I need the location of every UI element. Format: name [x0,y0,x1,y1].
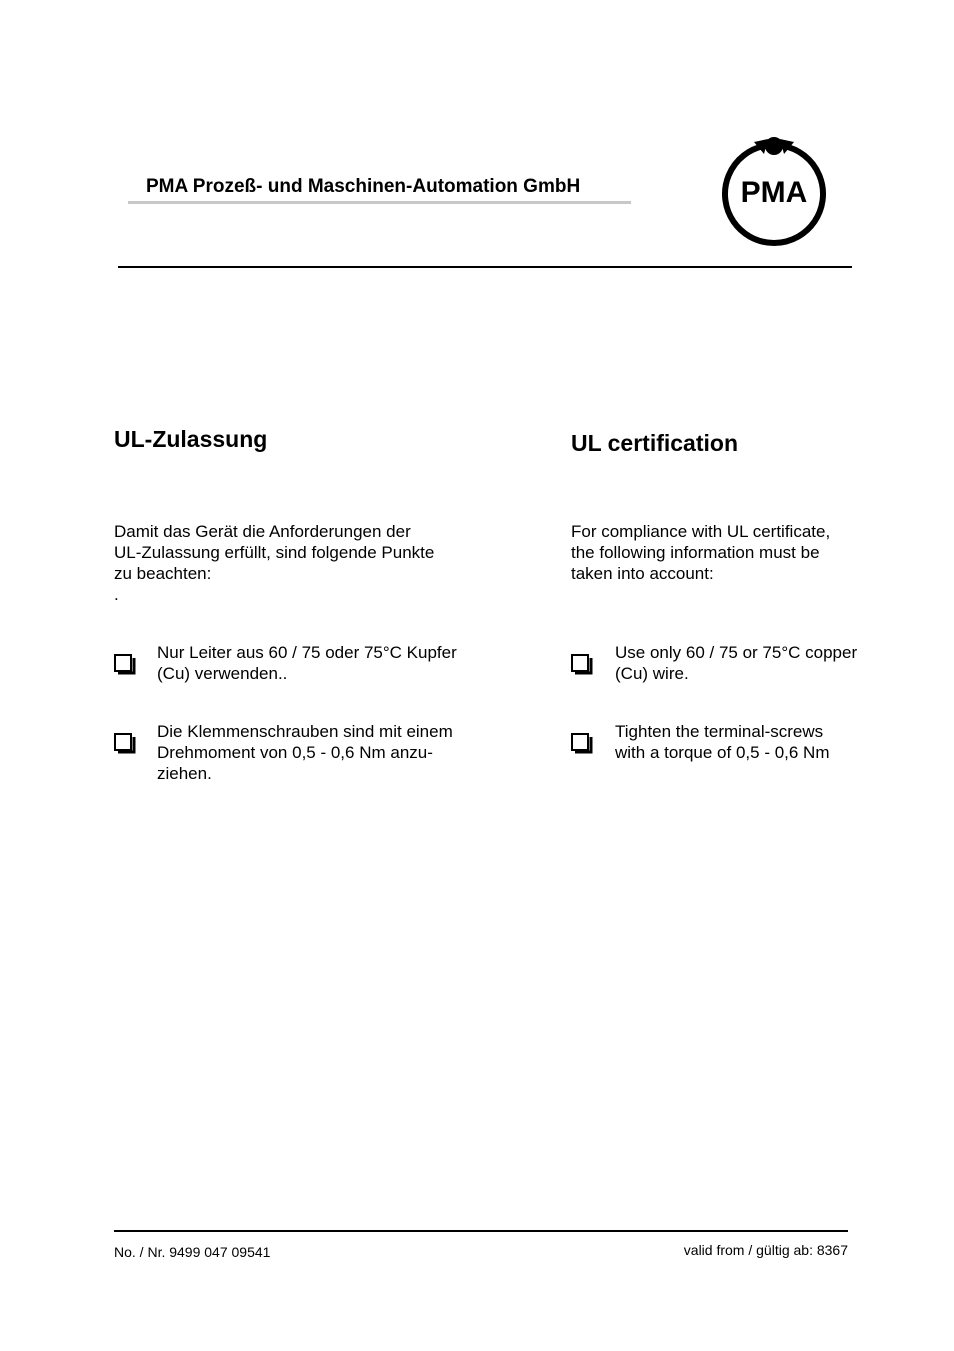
checkbox-icon [114,654,136,676]
valid-from-date: valid from / gültig ab: 8367 [683,1242,848,1258]
company-name: PMA Prozeß- und Maschinen-Automation GmbH [146,176,581,197]
heading-ul-zulassung: UL-Zulassung [114,426,268,452]
document-number: No. / Nr. 9499 047 09541 [114,1244,271,1260]
intro-text-english: For compliance with UL certificate, the following information must be taken into account: [571,522,831,583]
company-name-underline [128,201,631,204]
header-divider [118,266,852,268]
heading-ul-certification: UL certification [571,430,738,456]
intro-text-german: Damit das Gerät die Anforderungen der UL-Zulassung erfüllt, sind folgende Punkte zu beachten: . [114,522,435,604]
pma-logo-icon [718,134,830,248]
footer-divider [114,1230,848,1232]
list-item-english-1: Use only 60 / 75 or 75°C copper (Cu) wire. [615,643,858,683]
list-item-german-1: Nur Leiter aus 60 / 75 oder 75°C Kupfer (Cu) verwenden.. [157,643,457,683]
pma-logo-text: PMA [740,176,808,209]
checkbox-icon [114,733,136,755]
checkbox-icon [571,733,593,755]
list-item-english-2: Tighten the terminal-screws with a torque of 0,5 - 0,6 Nm [615,722,830,762]
list-item-german-2: Die Klemmenschrauben sind mit einem Drehmoment von 0,5 - 0,6 Nm anzu- ziehen. [157,722,453,783]
checkbox-icon [571,654,593,676]
